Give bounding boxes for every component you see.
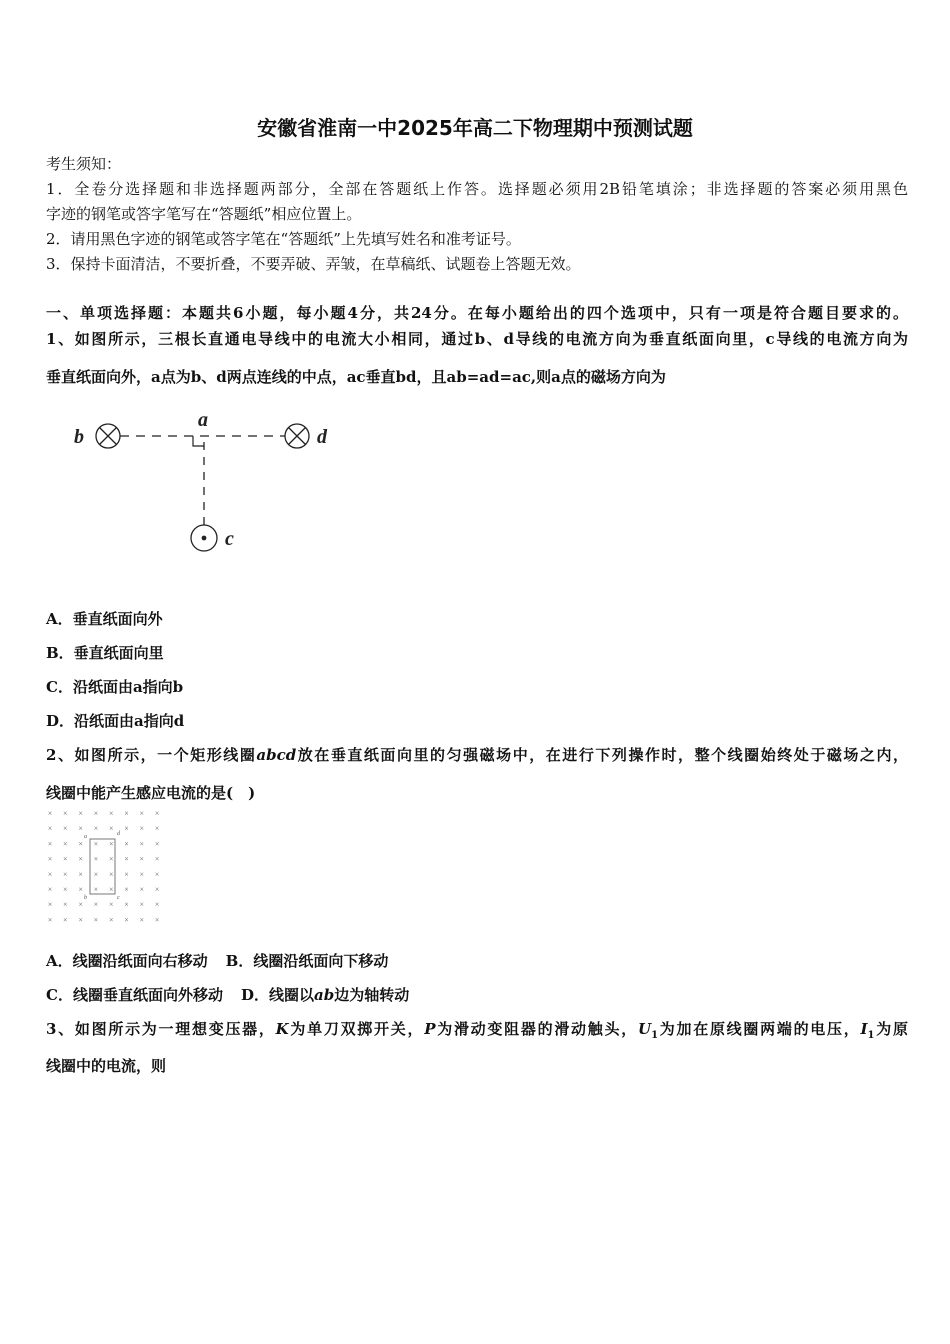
field-cross-icon: × <box>108 900 114 910</box>
field-cross-icon: × <box>78 869 83 879</box>
field-cross-icon: × <box>124 885 129 894</box>
field-cross-icon: × <box>47 854 53 864</box>
wire-d-into-page <box>285 424 309 448</box>
q3-var-k: K <box>275 1020 289 1038</box>
q3-line-1 <box>46 1018 908 1041</box>
field-cross-icon: × <box>139 900 145 910</box>
field-cross-icon: × <box>78 900 83 910</box>
q1-option-a: A．垂直纸面向外 <box>46 610 163 628</box>
q2-option-d-post: 边为轴转动 <box>334 986 410 1004</box>
field-cross-icon: × <box>93 885 99 894</box>
field-cross-icon: × <box>139 869 145 879</box>
field-cross-icon: × <box>124 824 129 834</box>
field-cross-icon: × <box>78 915 83 925</box>
q2-option-d-pre: D．线圈以 <box>240 986 314 1004</box>
label-c: c <box>225 528 234 550</box>
notice-heading: 考生须知： <box>46 155 122 173</box>
field-cross-icon: × <box>154 915 160 925</box>
notice-item-2: 2．请用黑色字迹的钢笔或答字笔在“答题纸”上先填写姓名和准考证号。 <box>46 230 521 248</box>
coil-label-a: a <box>84 834 87 840</box>
q3-text-4: 为加在原线圈两端的电压， <box>658 1020 861 1038</box>
field-cross-icon: × <box>93 824 99 834</box>
q1-option-d: D．沿纸面由a指向d <box>46 712 185 730</box>
field-cross-icon: × <box>78 839 83 849</box>
label-a: a <box>198 409 208 431</box>
q1-line-1: 1、如图所示，三根长直通电导线中的电流大小相同，通过b、d导线的电流方向为垂直纸面向里，c导线的电流方向为 <box>46 330 908 348</box>
field-cross-icon: × <box>154 854 160 864</box>
field-cross-icon: × <box>78 809 83 818</box>
notice-item-1-line-2: 字迹的钢笔或答字笔写在“答题纸”相应位置上。 <box>46 205 362 223</box>
notice-item-3: 3．保持卡面清洁，不要折叠，不要弄破、弄皱，在草稿纸、试题卷上答题无效。 <box>46 255 581 273</box>
field-cross-icon: × <box>63 854 68 864</box>
coil-label-d: d <box>117 831 120 837</box>
q3-var-i-subscript: 1 <box>867 1030 875 1041</box>
field-cross-icon: × <box>108 869 114 879</box>
field-cross-icon: × <box>63 824 68 834</box>
coil-label-c: c <box>117 895 120 901</box>
q3-line-2: 线圈中的电流，则 <box>46 1057 167 1075</box>
field-cross-icon: × <box>154 869 160 879</box>
q3-text-3: 为滑动变阻器的滑动触头， <box>435 1020 638 1038</box>
q2-option-b: B．线圈沿纸面向下移动 <box>225 952 389 970</box>
section-1-heading: 一、单项选择题：本题共6小题，每小题4分，共24分。在每小题给出的四个选项中，只有一项是符合题目要求的。 <box>46 304 908 322</box>
field-cross-icon: × <box>47 824 53 834</box>
wire-b-into-page <box>96 424 120 448</box>
field-cross-icon: × <box>78 885 83 894</box>
q3-text-5: 为原 <box>874 1020 908 1038</box>
q2-line-1-post: 放在垂直纸面向里的匀强磁场中，在进行下列操作时，整个线圈始终处于磁场之内， <box>296 746 908 764</box>
field-cross-icon: × <box>63 809 68 818</box>
field-cross-icon: × <box>108 885 114 894</box>
field-cross-icon: × <box>108 915 114 925</box>
field-cross-icon: × <box>93 915 99 925</box>
magnetic-field-crosses <box>48 809 160 924</box>
q2-option-c: C．线圈垂直纸面向外移动 <box>46 986 223 1004</box>
q2-var-abcd: abcd <box>256 746 297 764</box>
field-cross-icon: × <box>154 824 160 834</box>
coil-label-b: b <box>84 895 87 901</box>
field-cross-icon: × <box>78 854 83 864</box>
field-cross-icon: × <box>63 900 68 910</box>
field-cross-icon: × <box>78 824 83 834</box>
field-cross-icon: × <box>124 839 129 849</box>
field-cross-icon: × <box>63 869 68 879</box>
q2-options-row-1 <box>46 950 388 971</box>
field-cross-icon: × <box>47 885 53 894</box>
q3-var-i: I <box>860 1020 868 1038</box>
field-cross-icon: × <box>124 900 129 910</box>
q3-text-2: 为单刀双掷开关， <box>288 1020 425 1038</box>
q1-line-2: 垂直纸面向外，a点为b、d两点连线的中点，ac垂直bd，且ab=ad=ac,则a点的磁场方向为 <box>46 368 666 386</box>
field-cross-icon: × <box>108 809 114 818</box>
field-cross-icon: × <box>154 885 160 894</box>
page-title: 安徽省淮南一中2025年高二下物理期中预测试题 <box>257 116 693 140</box>
field-cross-icon: × <box>124 854 129 864</box>
field-cross-icon: × <box>139 824 145 834</box>
q1-option-c: C．沿纸面由a指向b <box>46 678 184 696</box>
q3-var-p: P <box>424 1020 436 1038</box>
q3-var-u: U <box>637 1020 652 1038</box>
field-cross-icon: × <box>124 869 129 879</box>
q2-option-d <box>241 986 409 1004</box>
right-angle-mark <box>193 436 204 446</box>
q1-figure <box>60 400 360 560</box>
field-cross-icon: × <box>139 915 145 925</box>
field-cross-icon: × <box>154 900 160 910</box>
field-cross-icon: × <box>108 824 114 834</box>
q2-var-ab: ab <box>313 986 335 1004</box>
q2-option-a: A．线圈沿纸面向右移动 <box>46 952 208 970</box>
field-cross-icon: × <box>93 854 99 864</box>
field-cross-icon: × <box>124 915 129 925</box>
q2-figure <box>44 808 166 926</box>
q2-line-1-pre: 2、如图所示，一个矩形线圈 <box>46 746 257 764</box>
q1-option-b: B．垂直纸面向里 <box>46 644 164 662</box>
field-cross-icon: × <box>47 809 53 818</box>
q2-line-1 <box>46 744 908 765</box>
wire-c-out-of-page <box>191 525 217 551</box>
field-cross-icon: × <box>139 854 145 864</box>
notice-item-1-line-1: 1．全卷分选择题和非选择题两部分，全部在答题纸上作答。选择题必须用2B铅笔填涂；非选择题的答案必须用黑色 <box>46 180 908 198</box>
q2-options-row-2 <box>46 984 409 1005</box>
field-cross-icon: × <box>63 915 68 925</box>
field-cross-icon: × <box>93 809 99 818</box>
field-cross-icon: × <box>47 900 53 910</box>
field-cross-icon: × <box>93 839 99 849</box>
field-cross-icon: × <box>47 915 53 925</box>
field-cross-icon: × <box>139 809 145 818</box>
label-d: d <box>317 426 327 448</box>
field-cross-icon: × <box>63 839 68 849</box>
field-cross-icon: × <box>124 809 129 818</box>
field-cross-icon: × <box>47 839 53 849</box>
q3-text-1: 3、如图所示为一理想变压器， <box>46 1020 276 1038</box>
field-cross-icon: × <box>63 885 68 894</box>
field-cross-icon: × <box>139 885 145 894</box>
q3-var-u-subscript: 1 <box>651 1030 659 1041</box>
field-cross-icon: × <box>139 839 145 849</box>
field-cross-icon: × <box>154 839 160 849</box>
field-cross-icon: × <box>108 839 114 849</box>
field-cross-icon: × <box>154 809 160 818</box>
q2-line-2: 线圈中能产生感应电流的是( ) <box>46 784 256 802</box>
field-cross-icon: × <box>93 869 99 879</box>
label-b: b <box>74 426 84 448</box>
field-cross-icon: × <box>47 869 53 879</box>
field-cross-icon: × <box>108 854 114 864</box>
field-cross-icon: × <box>93 900 99 910</box>
